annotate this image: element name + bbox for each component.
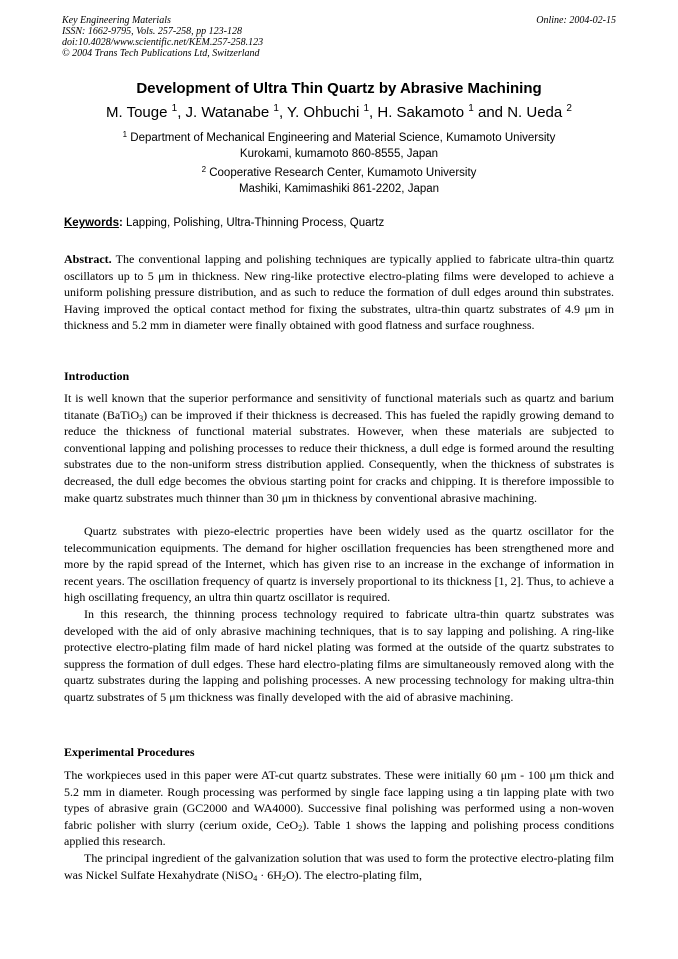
author-affiliation-mark: 2 [566, 103, 572, 114]
affiliation-address: Mashiki, Kamimashiki 861-2202, Japan [238, 183, 440, 195]
affiliation-line: Department of Mechanical Engineering and Material Science, Kumamoto University [130, 132, 556, 144]
experimental-paragraph-2 [64, 850, 614, 883]
exp-p2-text-cont: · 6H [257, 867, 282, 882]
exp-p2-text: The principal ingredient of the galvanization solution that was used to form the protective electro-plating film was Nickel Sulfate Hexahydrate (NiSO [64, 851, 614, 882]
keywords-label: Keywords [64, 217, 119, 229]
section-heading-experimental: Experimental Procedures [64, 745, 195, 759]
paper-title: Development of Ultra Thin Quartz by Abrasive Machining [136, 80, 542, 97]
affiliation-1 [0, 130, 678, 162]
author-name: N. Ueda [507, 104, 563, 121]
exp-p1-text-cont: ). Table 1 shows the lapping and polishing process conditions applied this research. [64, 817, 614, 849]
affiliation-number: 2 [201, 165, 207, 174]
online-date: Online: 2004-02-15 [536, 15, 616, 26]
intro-paragraph-1 [64, 390, 614, 506]
affiliation-line: Cooperative Research Center, Kumamoto University [209, 167, 477, 179]
section-heading-introduction: Introduction [64, 369, 130, 383]
issn-line: ISSN: 1662-9795, Vols. 257-258, pp 123-128 [62, 26, 242, 37]
intro-p1-text: It is well known that the superior performance and sensitivity of functional materials such as quartz and barium titanate (BaTiO [64, 391, 614, 422]
journal-header [62, 15, 616, 59]
keywords-text: Lapping, Polishing, Ultra-Thinning Process, Quartz [126, 217, 385, 229]
subscript: 2 [281, 873, 286, 883]
author-name: Y. Ohbuchi [287, 104, 360, 121]
author-list: M. Touge $^1$, J. Watanabe $^1$, Y. Ohbuchi $^1$, H. Sakamoto $^1$ and N. Ueda $^2$ [106, 103, 572, 121]
author-affiliation-mark: 1 [273, 103, 279, 114]
affiliation-2 [0, 165, 678, 197]
copyright-line: © 2004 Trans Tech Publications Ltd, Switzerland [62, 48, 260, 59]
abstract-paragraph [64, 251, 614, 334]
author-name: H. Sakamoto [377, 104, 465, 121]
authors-conjunction: and [478, 104, 504, 121]
affiliation-address: Kurokami, kumamoto 860-8555, Japan [239, 148, 439, 160]
subscript: 4 [253, 873, 258, 883]
keywords-line: Keywords: Lapping, Polishing, Ultra-Thinning Process, Quartz [64, 217, 385, 229]
subscript: 2 [298, 823, 303, 833]
intro-p1-text-cont: ) can be improved if their thickness is decreased. This has fueled the rapidly growing demand to reduce the thickness of functional material substrates. However, when these materials are subjected to conventional lapping and polishing processes to reduce their thickness, a dull edge is formed around the resulting substrates due to the non-uniform stress distribution applied. Consequently, when the thickness of substrates is decreased, the dull edge becomes the obvious starting point for cracks and chipping. It is therefore impossible to make quartz substrates much thinner than 30 μm in thickness by conventional abrasive machining. [64, 407, 614, 505]
journal-name: Key Engineering Materials [62, 15, 171, 26]
exp-p1-text: The workpieces used in this paper were AT-cut quartz substrates. These were initially 60 μm - 100 μm thick and 5.2 mm in diameter. Rough processing was performed by single face lapping using a tin lapping plate with two types of abrasive grain (GC2000 and WA4000). Successive final polishing was performed using a non-woven fabric polisher with slurry (cerium oxide, CeO [64, 768, 614, 832]
author-name: M. Touge [106, 104, 168, 121]
author-affiliation-mark: 1 [171, 103, 178, 114]
intro-paragraph-2: Quartz substrates with piezo-electric properties have been widely used as the quartz oscillator for the telecommunication equipments. The demand for higher oscillation frequencies has been strengthened more and more by the rapid spread of the Internet, which has given rise to an increase in the exchange of information in recent years. The oscillation frequency of quartz is inversely proportional to its thickness [1, 2]. Thus, to achieve a high oscillating frequency, an ultra thin quartz oscillator is required. [64, 524, 614, 605]
author-affiliation-mark: 1 [468, 103, 474, 114]
exp-p2-text-end: O). The electro-plating film, [285, 867, 423, 882]
abstract-label: Abstract. [64, 252, 112, 266]
abstract-text: The conventional lapping and polishing techniques are typically applied to fabricate ultra-thin quartz oscillators up to 5 μm in thickness. New ring-like protective electro-plating films were developed to achieve a uniform polishing pressure distribution, and as such to reduce the formation of dull edges around thin substrates. Having improved the optical contact method for fixing the substrates, ultra-thin quartz substrates of 4.9 μm in thickness and 5.2 mm in diameter were finally obtained with good flatness and surface roughness. [64, 252, 614, 333]
author-name: J. Watanabe [185, 104, 270, 121]
author-affiliation-mark: 1 [363, 103, 370, 114]
experimental-paragraph-1 [64, 767, 614, 850]
affiliation-number: 1 [122, 130, 128, 139]
subscript: 3 [139, 413, 144, 423]
doi-line: doi:10.4028/www.scientific.net/KEM.257-258.123 [62, 37, 264, 48]
intro-paragraph-3: In this research, the thinning process technology required to fabricate ultra-thin quartz substrates was developed with the aid of only abrasive machining techniques, that is to say lapping and polishing. A ring-like protective electro-plating film made of hard nickel plating was formed at the outside of the quartz substrates to suppress the formation of dull edges. These hard electro-plating films are simultaneously removed along with the quartz substrates during the lapping and polishing processes. A new processing technology for making ultra-thin quartz substrates of 5 μm thickness was finally developed with the aid of abrasive machining. [64, 607, 614, 704]
